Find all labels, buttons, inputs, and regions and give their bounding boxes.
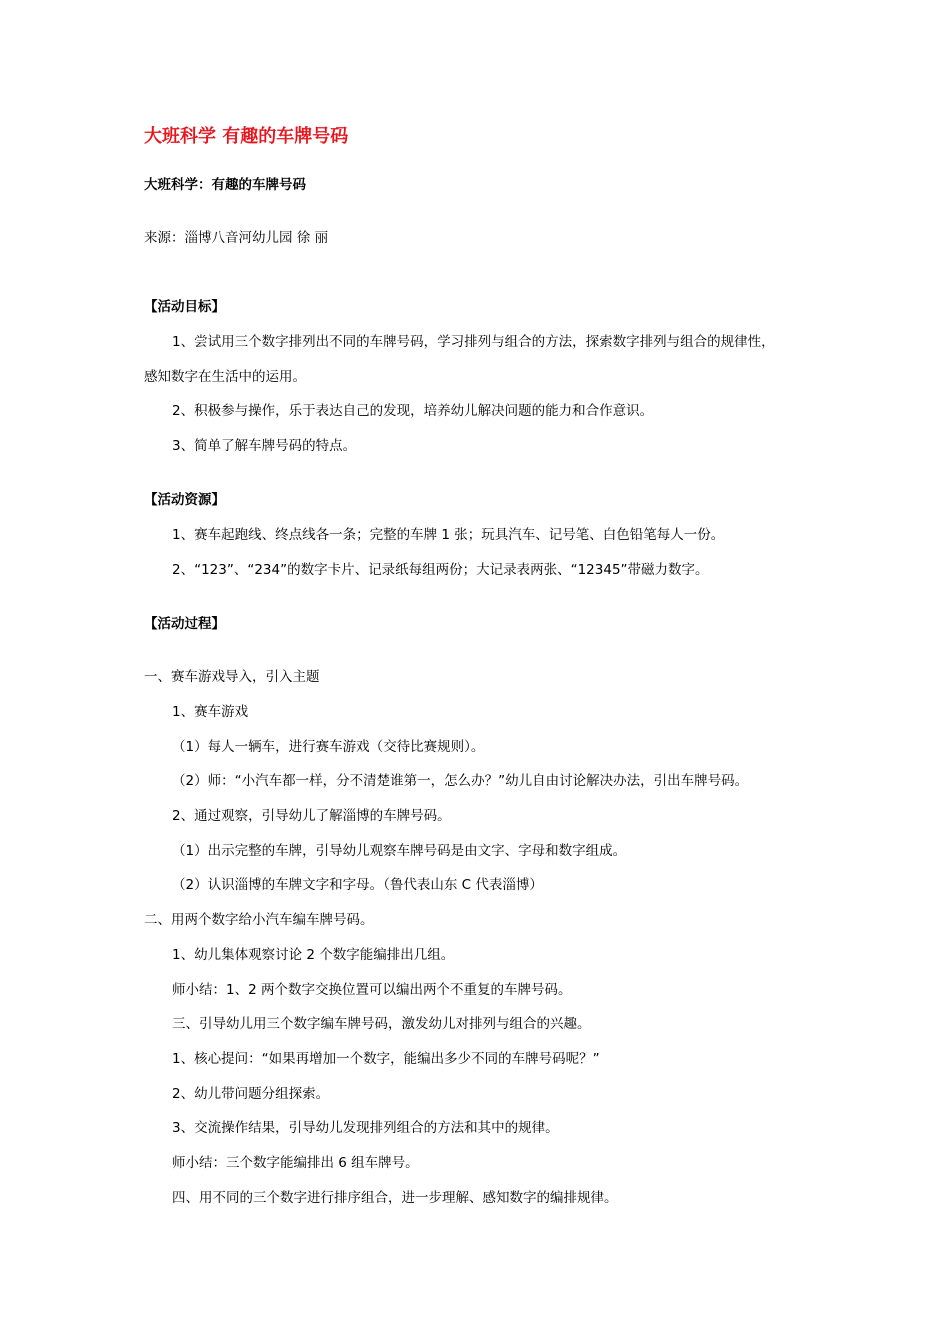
process-step: （2）认识淄博的车牌文字和字母。（鲁代表山东 C 代表淄博）: [172, 877, 543, 893]
document-subtitle: 大班科学：有趣的车牌号码: [144, 177, 306, 193]
goal-item: 1、尝试用三个数字排列出不同的车牌号码，学习排列与组合的方法，探索数字排列与组合的规律性，: [172, 334, 775, 350]
process-step: 1、核心提问：“如果再增加一个数字，能编出多少不同的车牌号码呢？”: [172, 1051, 600, 1067]
process-heading: 【活动过程】: [144, 616, 225, 632]
process-step: 二、用两个数字给小汽车编车牌号码。: [144, 912, 374, 928]
process-step: 1、幼儿集体观察讨论 2 个数字能编排出几组。: [172, 947, 455, 963]
process-step: 3、交流操作结果，引导幼儿发现排列组合的方法和其中的规律。: [172, 1120, 559, 1136]
goal-item: 感知数字在生活中的运用。: [144, 369, 306, 385]
process-step: 四、用不同的三个数字进行排序组合，进一步理解、感知数字的编排规律。: [172, 1190, 618, 1206]
process-step: 2、幼儿带问题分组探索。: [172, 1086, 330, 1102]
process-step: 师小结：三个数字能编排出 6 组车牌号。: [172, 1155, 419, 1171]
goal-item: 3、简单了解车牌号码的特点。: [172, 438, 357, 454]
resource-item: 1、赛车起跑线、终点线各一条；完整的车牌 1 张；玩具汽车、记号笔、白色铅笔每人一份。: [172, 527, 725, 543]
goal-item: 2、积极参与操作，乐于表达自己的发现，培养幼儿解决问题的能力和合作意识。: [172, 403, 654, 419]
process-step: （1）出示完整的车牌，引导幼儿观察车牌号码是由文字、字母和数字组成。: [172, 843, 627, 859]
process-step: 师小结：1、2 两个数字交换位置可以编出两个不重复的车牌号码。: [172, 982, 572, 998]
process-step: 一、赛车游戏导入，引入主题: [144, 669, 320, 685]
resource-item: 2、“123”、“234”的数字卡片、记录纸每组两份；大记录表两张、“12345”带磁力数字。: [172, 562, 709, 578]
process-step: （2）师：“小汽车都一样，分不清楚谁第一，怎么办？”幼儿自由讨论解决办法，引出车牌号码。: [172, 773, 749, 789]
document-title: 大班科学 有趣的车牌号码: [144, 126, 349, 147]
process-step: 三、引导幼儿用三个数字编车牌号码，激发幼儿对排列与组合的兴趣。: [172, 1016, 591, 1032]
process-step: 2、通过观察，引导幼儿了解淄博的车牌号码。: [172, 808, 451, 824]
source-line: 来源：淄博八音河幼儿园 徐 丽: [144, 230, 329, 246]
goals-heading: 【活动目标】: [144, 299, 225, 315]
process-step: 1、赛车游戏: [172, 704, 249, 720]
resources-heading: 【活动资源】: [144, 492, 225, 508]
process-step: （1）每人一辆车，进行赛车游戏（交待比赛规则）。: [172, 739, 485, 755]
